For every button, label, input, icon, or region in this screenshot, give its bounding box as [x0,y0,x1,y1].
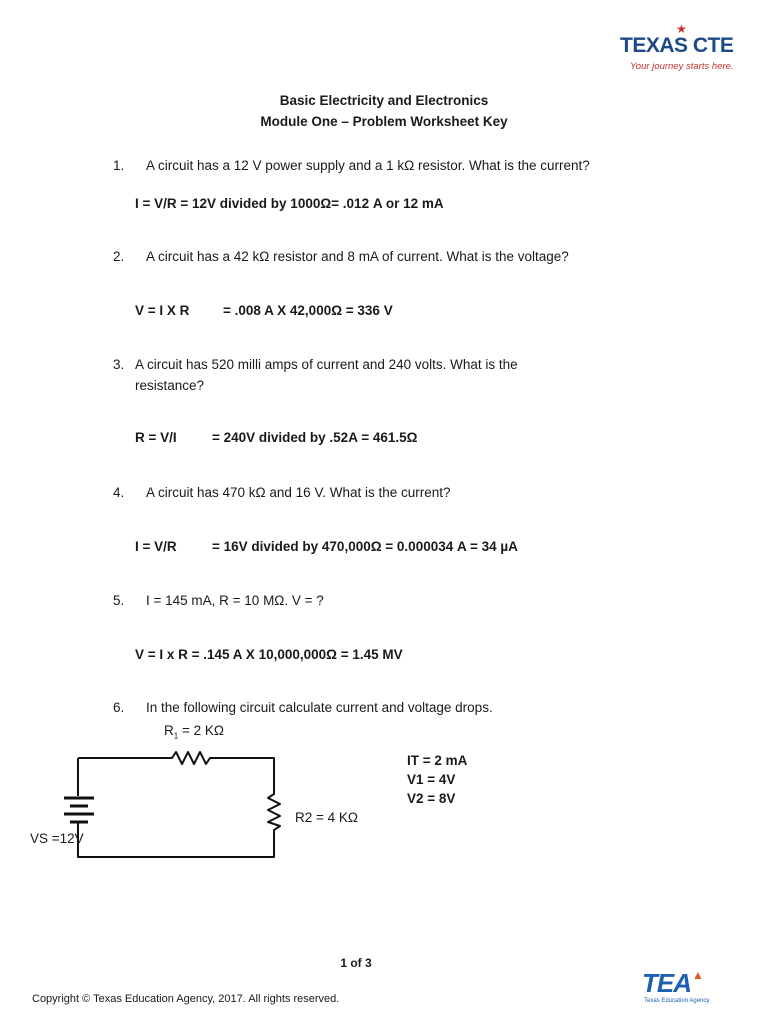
question-text: I = 145 mA, R = 10 MΩ. V = ? [146,593,324,608]
vs-label: VS =12V [30,831,84,846]
answer-text: V = I x R = .145 A X 10,000,000Ω = 1.45 MV [135,647,403,662]
question-number: 3. [113,357,125,372]
resistor-r2-icon [268,790,280,834]
flame-icon: ▲ [692,968,704,982]
question-text: In the following circuit calculate current and voltage drops. [146,700,493,715]
answer-formula: I = V/R [135,539,177,554]
circuit-answer-it: IT = 2 mA [407,753,468,768]
tea-logo-word: TEA [642,968,691,998]
question-text: A circuit has 470 kΩ and 16 V. What is the current? [146,485,451,500]
question-number: 1. [113,158,125,173]
page-title: Basic Electricity and Electronics [279,93,489,108]
question-text-cont: resistance? [135,378,205,393]
tea-logo-sub: Texas Education Agency [644,998,710,1004]
answer-formula: V = I X R [135,303,190,318]
question-number: 4. [113,485,125,500]
answer-calc: = 16V divided by 470,000Ω = 0.000034 A = 34 µA [212,539,518,554]
question-text: A circuit has a 42 kΩ resistor and 8 mA of current. What is the voltage? [146,249,569,264]
star-icon: ★ [676,22,687,36]
answer-calc: = .008 A X 42,000Ω = 336 V [223,303,393,318]
question-text: A circuit has 520 milli amps of current and 240 volts. What is the [135,357,518,372]
question-number: 5. [113,593,125,608]
wire-top-right [217,758,274,790]
logo-tagline: Your journey starts here. [630,61,734,72]
page-number: 1 of 3 [340,956,372,970]
circuit-answer-v1: V1 = 4V [407,772,456,787]
wire-bottom [78,822,274,857]
answer-calc: = 240V divided by .52A = 461.5Ω [212,430,418,445]
battery-icon [64,798,94,822]
question-number: 2. [113,249,125,264]
logo-word: TEXAS CTE [620,34,734,57]
tea-logo [640,968,710,1008]
question-text: A circuit has a 12 V power supply and a 1 kΩ resistor. What is the current? [146,158,590,173]
question-number: 6. [113,700,125,715]
copyright-text: Copyright © Texas Education Agency, 2017. All rights reserved. [32,993,340,1005]
r2-label: R2 = 4 KΩ [295,810,358,825]
answer-formula: R = V/I [135,430,177,445]
page-subtitle: Module One – Problem Worksheet Key [260,114,508,129]
answer-text: I = V/R = 12V divided by 1000Ω= .012 A or 12 mA [135,196,444,211]
resistor-r1-icon [165,752,217,764]
circuit-answer-v2: V2 = 8V [407,791,456,806]
r1-label: $R_1 = 2$ KΩ [164,723,224,741]
